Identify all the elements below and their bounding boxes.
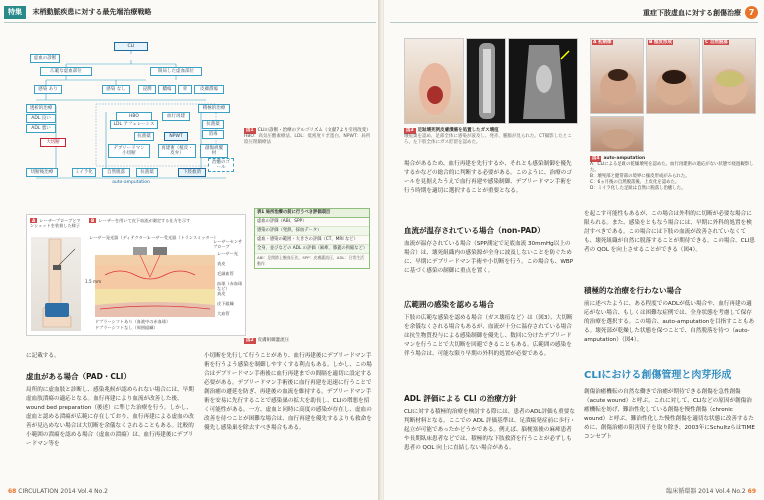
node-mummification: ミイラ化 xyxy=(72,168,96,177)
table-row: 虚血・感染の範囲・大きさの評価（CT、MRI など） xyxy=(255,236,369,245)
right-footer xyxy=(666,488,756,496)
node-wound-ulcer: 皮膚潰瘍 xyxy=(194,85,224,94)
figure2-caption: 図2 皮膚組織灌流圧 xyxy=(246,338,290,343)
node-adl-good: ADL 良い xyxy=(26,114,56,123)
right-body-p2: 血流が温存されている場合（SPP測定で足底血流 30mmHg以上の場合）は、壊死組織内の感染源が全身に波及しないことを防ぐために、早期にデブリードマン手術や小切断を行う。この場合も、WBPに基づく感染の制御に重点を置く。 xyxy=(404,241,574,274)
label-laser-light: レーザー光 xyxy=(217,251,238,256)
left-header-rule xyxy=(4,22,376,23)
label-doppler-shift: ドプラーシフトあり（血液中の赤血球） xyxy=(95,319,171,324)
figure4-line-b: B：壊死部と健常部の境界に痂皮形成がみられた。 xyxy=(590,174,690,179)
figure1-algorithm xyxy=(26,40,236,188)
table1-title: 表1 局所治療の前に行うべき評価項目 xyxy=(255,209,369,218)
node-ldl: LDL アフェレーシス xyxy=(110,120,158,129)
heading-non-pad: 血流が温存されている場合（non-PAD） xyxy=(404,226,545,235)
right-header-rule xyxy=(390,22,758,23)
figure4-photo-b: B 痂皮形成 xyxy=(646,38,700,114)
node-active-treatment: 積極的治療 xyxy=(198,104,230,113)
node-adl-bad: ADL 悪い xyxy=(26,124,56,133)
table1-evaluation-items xyxy=(254,208,370,269)
node-antibiotics-1: 抗菌薬 xyxy=(134,132,154,141)
right-body-p4: CLIに対する積極的治療を検討する際には、患者のADL評価も重要な判断材料となる。ここでの ADL 評価基準は、足潰瘍発症前に歩行・起立が可能であったかどうかである。例えば、脳梗塞後の麻痺患者や長期臥床患者などでは、積極的な下肢救済を行うことが必ずしも患者の QOL 向上に直結しない場合がある。 xyxy=(404,409,576,451)
node-infection-no: 感染 なし xyxy=(102,85,130,94)
leg-probe-photo xyxy=(31,237,81,331)
figure2-number: 図2 xyxy=(246,338,254,343)
figure3-ct-2 xyxy=(508,38,578,124)
node-antibiotics-3: 抗菌薬 xyxy=(136,168,158,177)
left-header-title: 末梢動脈疾患に対する最先端治療戦略 xyxy=(32,8,152,16)
table-row: 全身、並びなどの ADL の評価（麻痺、膝蓋の拘縮など） xyxy=(255,245,369,254)
left-header xyxy=(4,6,376,19)
node-hbo: HBO xyxy=(116,112,152,121)
figure4-line-c: C：6ヵ月後の自然脱落後、上皮化を認めた。 xyxy=(590,180,680,185)
figure4-line-a: A：CLIによる足趾の乾燥壊死を認めた。血行再建術の適応がない状態で経過観察した。 xyxy=(590,162,754,173)
node-post-amputation: 切断後治療 xyxy=(26,168,58,177)
node-wound-abscess: 膿瘍 xyxy=(158,85,176,94)
left-body-col2: 小切断を先行して行うことがあり、血行再建後にデブリードマン手術を行うよう感染を制御しやすくする利点もある。しかし、この場合はデブリードマン手術後に血行再建までの間隔を適切に設定する必要がある。デブリードマン手術後に血行再建を迅速に行うことで創治癒の遷延を防ぎ、再建後の血流を維持する。デブリードマン手術を安易に先行することで感染巣の拡大を助長し、CLIの増悪を招く可能性がある。一方、虚血と同時に高度の感染が存在し、虚血の改善を待つことが困難な場合は、血行再建を優先するよりも救命を優先し感染巣を除去すべき場合もある。 xyxy=(204,353,372,431)
node-dressing: 創傷被覆材 xyxy=(200,144,228,158)
label-blood-cell: 血球（赤血球など） xyxy=(217,281,243,291)
right-header-title: 重症下肢虚血に対する創傷治療 xyxy=(643,9,741,17)
node-wound-bone: 骨 xyxy=(178,85,192,94)
figure4-caption: 図4 auto-amputation A：CLIによる足趾の乾燥壊死を認めた。血行再建術の適応がない状態で経過観察した。 B：壊死部と健常部の境界に痂皮形成がみられた。 C：6ヵ月後の自然脱落後、上皮化を認めた。 D：ミイラ化した足趾は自然に脱落し治癒した。 xyxy=(590,156,754,191)
right-body-p3: 下肢の広範な感染を認める場合（ガス壊疽など）は（図3）、大切断を余儀なくされる場合もあるが、血流が十分に温存されている場合は抗生物質投与による感染制御を優先し、数回に分けたデブリードマンを行うことで大切断を回避できることもある。広範囲の感染を伴う場合は、可能な限り早期の外科的処置が必要である。 xyxy=(404,315,573,357)
left-page-number: 68 xyxy=(8,488,17,495)
node-limb-salvage: 下肢救済 xyxy=(178,168,206,177)
label-sensor-probe: レーザーセンサプローブ xyxy=(213,239,243,249)
node-major-amputation: 大切断 xyxy=(40,138,66,147)
figure4-photo-d xyxy=(590,116,644,152)
figure1-number: 図1 xyxy=(246,128,254,133)
node-revascularization: 血行再建 xyxy=(162,112,190,121)
label-dermis: 真皮 xyxy=(217,291,226,296)
left-body-intro: に記載する。 xyxy=(26,353,60,359)
right-body-p6: 前に述べたように、ある程度でのADLが低い場合や、血行再建の適応がない場合、もしくは困難な症例では、全身状態を考慮して保存的治療を選択する。この場合、auto-amputationを目指すこともある。壊死部が乾燥した状態を保つことで、自然脱落を待つ（auto-amputation）（図4）。 xyxy=(584,301,755,343)
figure3-photo-foot xyxy=(404,38,464,124)
figure4-photo-c: C 自然脱落 xyxy=(702,38,756,114)
figure3-number: 図3 xyxy=(406,128,414,133)
heading-wound-management: CLIにおける創傷管理と肉芽形成 xyxy=(584,370,732,381)
node-debridement: デブリードマン 小切断 xyxy=(108,144,150,158)
node-wide-ischemia: 広範な虚血部位 xyxy=(40,67,92,76)
right-header xyxy=(390,6,758,19)
figure2-laser-doppler xyxy=(26,214,246,336)
right-page-number: 69 xyxy=(747,488,756,495)
figure3-note: 壊疽巣を認め、足部全体に感染が波及し、発赤、腫脹が見られた。CT撮影したところ、左下肢全体にガス貯留を認めた。 xyxy=(404,134,572,145)
label-auto-amputation: auto-amputation xyxy=(112,180,150,185)
skin-cross-section xyxy=(95,245,215,317)
left-body-col1: 局所的に虚血肢と診断し、感染兆候が認められない場合には、早期虚血肢潰瘍の適応となる。血行再建により血流が改善した後、wound bed preparation（後述）に準じた治療を行う。しかし、虚血と認める潰瘍が広範に存在しており、血行再建による虚血の改善が見込めない場合は大切断を余儀なくされることもある。比較的小範囲の潰瘍を認める場合（虚血の潰瘍）は、血行再建後にデブリードマン等を xyxy=(26,387,194,447)
heading-no-active-treatment: 積極的な治療を行わない場合 xyxy=(584,286,682,295)
label-no-doppler-shift: ドプラーシフトなし（周囲組織） xyxy=(95,325,158,330)
figure1-caption-note: HBO：高気圧酸素療法、LDL：低密度リポ蛋白、NPWT：局所陰圧閉鎖療法 xyxy=(244,134,371,145)
left-footer-issue: 2014 Vol.4 No.2 xyxy=(60,488,108,495)
heading-wide-infection: 広範囲の感染を認める場合 xyxy=(404,300,494,309)
node-disinfection: 消毒 xyxy=(202,130,224,139)
node-reconstruction: 再建術（植皮・皮弁） xyxy=(158,144,196,158)
node-limited-ischemia: 限局した虚血部位 xyxy=(150,67,202,76)
feature-tag: 特集 xyxy=(4,6,26,19)
table1-note: ABI：足関節上腕血圧比、SPP：皮膚灌流圧、ADL：日常生活動作 xyxy=(257,255,365,266)
heading-adl: ADL 評価による CLI の治療方針 xyxy=(404,394,517,403)
label-depth: 1.5 mm xyxy=(85,279,102,284)
figure4-photo-a: A 初期像 xyxy=(590,38,644,114)
figure1-caption-text: CLIの診断・治療のアルゴリズム（文献7より引用改変） xyxy=(257,128,371,133)
figure1-caption xyxy=(244,128,374,146)
figure4-line-d: D：ミイラ化した足趾は自然に脱落し治癒した。 xyxy=(590,186,686,191)
heading-ischemia-present: 虚血がある場合（PAD・CLI） xyxy=(26,372,131,381)
left-footer-journal: CIRCULATION xyxy=(18,488,59,495)
label-subcutaneous: 皮下組織 xyxy=(217,301,234,306)
node-ischemia-diagnosis: 虚血の診断 xyxy=(30,54,60,63)
right-body-p5: を起こす可能性もあるが、この場合は外科的に切断が必要な場合に限られる。また、感染をともなう場合には、早期に外科的処置を検討すべきである。この場合には下肢の血流が改善されていなくても、壊死組織が自然に脱落することが期待できる。この場合、CLI患者の QOL を向上させることができる（図4）。 xyxy=(584,211,755,253)
node-cli: CLI xyxy=(114,42,148,51)
figure2-legend-a: A レーザープローブとマンシェットを装着した様子 xyxy=(30,218,81,228)
label-capillary: 毛細血管 xyxy=(217,271,234,276)
table-row: 虚血の評価（ABI、SPP） xyxy=(255,218,369,227)
node-npwt: NPWT xyxy=(164,132,188,141)
figure3-ct-1 xyxy=(466,38,506,124)
node-goal: 治癒のゴール xyxy=(208,158,234,172)
figure2-legend-b: B レーザーを用いて皮下血流が測定する仕方を示す xyxy=(91,218,191,223)
chapter-badge: 7 xyxy=(745,6,758,19)
label-epidermis: 表皮 xyxy=(217,261,226,266)
right-body-p1: 場合があるため、血行再建を先行するか、それとも感染制御を優先するかなどの総合的に判断する必要がある。このように、治療のゴールを見据えたうえで血行再建や感染制御、デブリードマン手術を行う時期を適切に選択することが重要となる。 xyxy=(404,161,572,194)
figure4-number: 図4 xyxy=(592,156,600,161)
node-antibiotics-2: 抗菌薬 xyxy=(202,120,224,129)
node-palliative: 透析的治療 xyxy=(26,104,56,113)
label-large-vessel: 大血管 xyxy=(217,311,230,316)
node-wound-infiltration: 浸潤 xyxy=(138,85,156,94)
table-row: 感染の評価（発熱、採血データ） xyxy=(255,227,369,236)
right-body-p7: 創傷治癒機転の自然な働きで治癒が期待できる創傷を急性創傷（acute wound）と呼ぶ。これに対して、CLIなどの原因が創傷治癒機転を妨げ、難治性化している創傷を慢性創傷（chronic wound）と呼ぶ。難治性化した慢性創傷を適切な状態に改善するために、創傷治癒の阻害因子を取り除き、2003年にSchultzらはTIMEコンセプト xyxy=(584,389,755,440)
label-detector: レーザー発光器（ディテクター） xyxy=(89,235,152,240)
label-transmitter: レーザー受光器（トランスミッター） xyxy=(147,235,218,240)
figure3-caption: 図3 足趾壊死例皮膚潰瘍を処置したガス壊疽 壊疽巣を認め、足部全体に感染が波及し、発赤、腫脹が見られた。CT撮影したところ、左下肢全体にガス貯留を認めた。 xyxy=(404,128,572,145)
left-page xyxy=(0,0,380,500)
node-infection-yes: 感染 あり xyxy=(34,85,62,94)
right-footer-journal: 臨床循環器 xyxy=(666,488,697,495)
left-footer xyxy=(8,488,108,496)
right-footer-issue: 2014 Vol.4 No.2 xyxy=(698,488,746,495)
node-auto-fall: 自然脱落 xyxy=(102,168,130,177)
